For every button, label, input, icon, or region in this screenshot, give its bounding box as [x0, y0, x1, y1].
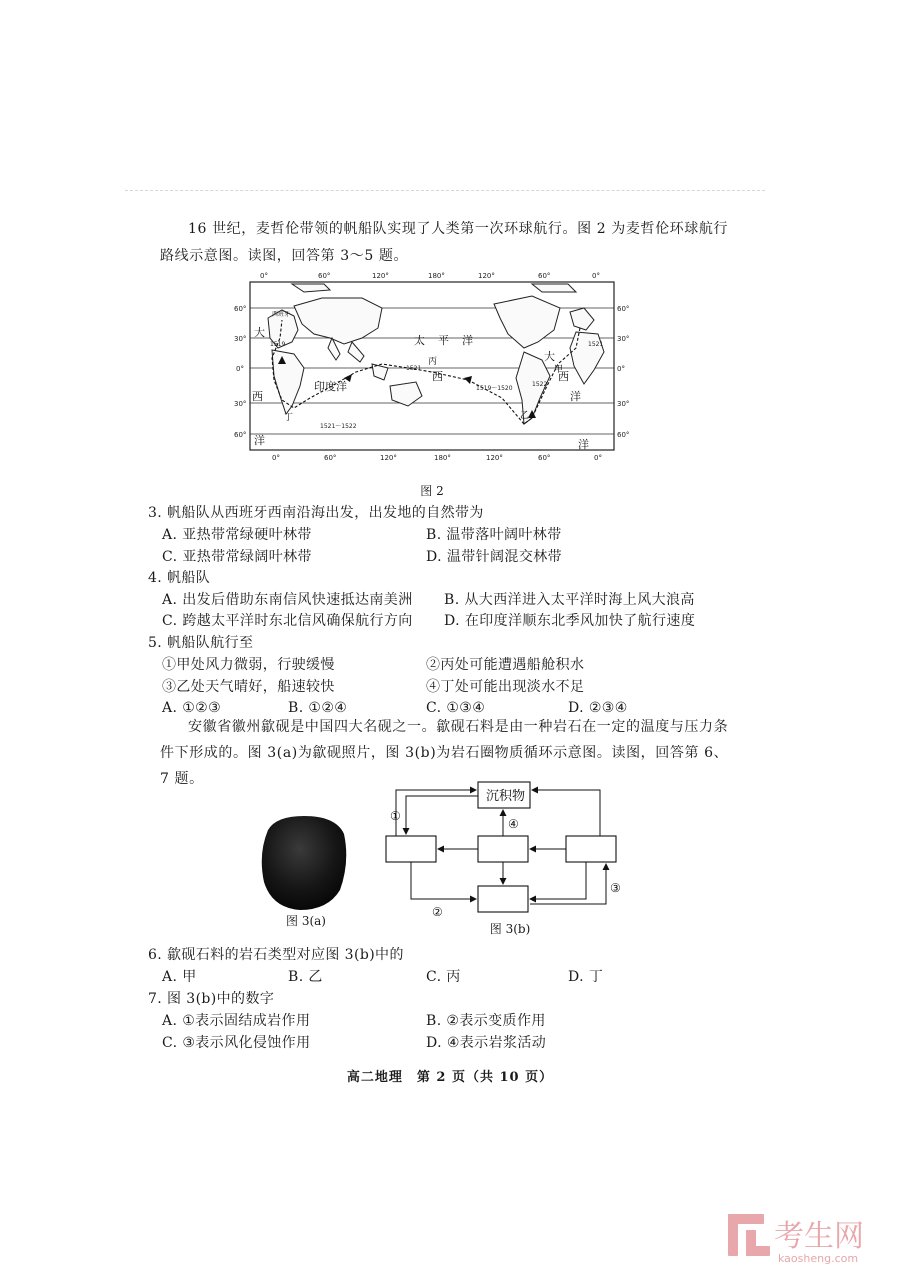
ocean-label: 大	[544, 350, 555, 363]
box-left	[386, 836, 436, 862]
question-6-stem: 6. 歙砚石料的岩石类型对应图 3(b)中的	[148, 947, 404, 963]
q4-option-a: A. 出发后借助东南信风快速抵达南美洲	[162, 592, 413, 608]
q5-item-3: ③乙处天气晴好，船速较快	[162, 679, 335, 695]
magellan-route-map	[232, 268, 630, 464]
place-label-jia: 甲	[554, 365, 564, 375]
lon-label: 120°	[478, 272, 495, 280]
lon-label: 60°	[324, 454, 337, 462]
question-4-stem: 4. 帆船队	[148, 570, 211, 586]
lat-label: 60°	[234, 431, 247, 439]
map-caption: 图 2	[420, 484, 444, 498]
route-year: 1521	[588, 341, 604, 348]
q5-option-a: A. ①②③	[162, 700, 222, 716]
lat-label: 30°	[617, 335, 630, 343]
lon-label: 0°	[272, 454, 280, 462]
lat-label: 0°	[617, 365, 625, 373]
q3-option-b: B. 温带落叶阔叶林带	[426, 527, 562, 543]
q7-option-a: A. ①表示固结成岩作用	[162, 1013, 311, 1029]
lat-label: 30°	[617, 400, 630, 408]
lon-label: 120°	[380, 454, 397, 462]
q7-option-b: B. ②表示变质作用	[426, 1013, 546, 1029]
q7-option-c: C. ③表示风化侵蚀作用	[162, 1035, 311, 1051]
q5-option-c: C. ①③④	[426, 700, 486, 716]
ocean-label-indian: 印度洋	[314, 380, 347, 393]
place-label-yi: 乙	[520, 411, 530, 421]
box-bottom	[478, 886, 528, 912]
q5-item-2: ②丙处可能遭遇船舱积水	[426, 657, 585, 673]
place-label-ding: 丁	[284, 413, 294, 423]
q3-option-d: D. 温带针阔混交林带	[426, 549, 563, 565]
ocean-label: 洋	[578, 438, 589, 451]
q6-option-a: A. 甲	[162, 969, 197, 985]
q6-option-d: D. 丁	[568, 969, 604, 985]
q3-option-c: C. 亚热带常绿阔叶林带	[162, 549, 312, 565]
route-year: 1519～1520	[476, 385, 513, 392]
route-year: 1519	[270, 341, 286, 348]
lon-label: 0°	[260, 272, 268, 280]
lon-label: 0°	[594, 454, 602, 462]
watermark-logo-icon	[728, 1214, 770, 1256]
place-label-bing: 丙	[428, 357, 438, 367]
route-year: 1521	[406, 365, 422, 372]
lat-label: 60°	[617, 431, 630, 439]
box-center	[478, 836, 528, 862]
lon-label: 180°	[434, 454, 451, 462]
lat-label: 0°	[236, 365, 244, 373]
q3-option-a: A. 亚热带常绿硬叶林带	[162, 527, 312, 543]
lon-label: 120°	[372, 272, 389, 280]
ocean-label: 西	[432, 370, 443, 383]
place-label-spain: 西班牙	[272, 311, 291, 318]
lon-label: 120°	[486, 454, 503, 462]
arrow-num-1: ①	[390, 809, 401, 823]
watermark-brand: 考生网	[774, 1219, 864, 1254]
arrow-num-3: ③	[610, 881, 621, 895]
ocean-label: 洋	[462, 334, 473, 347]
intro-paragraph-1: 16 世纪，麦哲伦带领的帆船队实现了人类第一次环球航行。图 2 为麦哲伦环球航行路线示意图。读图，回答第 3～5 题。	[160, 221, 729, 264]
kaosheng-watermark	[724, 1208, 890, 1266]
intro-paragraph-2: 安徽省徽州歙砚是中国四大名砚之一。歙砚石料是由一种岩石在一定的温度与压力条件下形成的。图 3(a)为歙砚照片，图 3(b)为岩石圈物质循环示意图。读图，回答第 6、7 题。	[160, 719, 729, 787]
q5-option-b: B. ①②④	[288, 700, 348, 716]
question-3-stem: 3. 帆船队从西班牙西南沿海出发，出发地的自然带为	[148, 505, 484, 521]
ocean-label: 洋	[570, 390, 581, 403]
lat-label: 60°	[617, 305, 630, 313]
lon-label: 60°	[538, 272, 551, 280]
arrow-num-4: ④	[508, 817, 519, 831]
lon-label: 60°	[318, 272, 331, 280]
watermark-url: kaosheng.com	[778, 1252, 859, 1265]
lon-label: 60°	[538, 454, 551, 462]
question-7-stem: 7. 图 3(b)中的数字	[148, 991, 275, 1007]
q5-item-4: ④丁处可能出现淡水不足	[426, 679, 585, 695]
lon-label: 0°	[592, 272, 600, 280]
q5-item-1: ①甲处风力微弱，行驶缓慢	[162, 657, 335, 673]
fig3a-caption: 图 3(a)	[286, 914, 326, 928]
box-right	[566, 836, 616, 862]
ocean-label: 洋	[254, 434, 265, 447]
page-footer: 高二地理 第 2 页（共 10 页）	[346, 1070, 554, 1085]
fig3b-caption: 图 3(b)	[489, 922, 531, 936]
q6-option-c: C. 丙	[426, 969, 461, 985]
lat-label: 30°	[234, 335, 247, 343]
arrow-num-2: ②	[432, 905, 443, 916]
route-year: 1521～1522	[320, 423, 357, 430]
route-year: 1522	[532, 381, 548, 388]
question-5-stem: 5. 帆船队航行至	[148, 635, 254, 651]
q6-option-b: B. 乙	[288, 969, 323, 985]
lat-label: 30°	[234, 400, 247, 408]
q5-option-d: D. ②③④	[568, 700, 628, 716]
q4-option-d: D. 在印度洋顺东北季风加快了航行速度	[444, 613, 696, 629]
ocean-label: 平	[438, 334, 449, 347]
she-inkstone-photo	[256, 812, 352, 912]
ocean-label: 太	[414, 334, 425, 347]
sediment-label: 沉积物	[486, 789, 526, 804]
q4-option-c: C. 跨越太平洋时东北信风确保航行方向	[162, 613, 413, 629]
q7-option-d: D. ④表示岩浆活动	[426, 1035, 547, 1051]
lat-label: 60°	[234, 305, 247, 313]
ocean-label: 大	[254, 326, 265, 339]
rock-cycle-diagram	[376, 776, 636, 916]
ocean-label: 西	[252, 390, 263, 403]
top-divider	[125, 190, 765, 191]
lon-label: 180°	[428, 272, 445, 280]
q4-option-b: B. 从大西洋进入太平洋时海上风大浪高	[444, 592, 695, 608]
ocean-label: 西	[558, 370, 569, 383]
